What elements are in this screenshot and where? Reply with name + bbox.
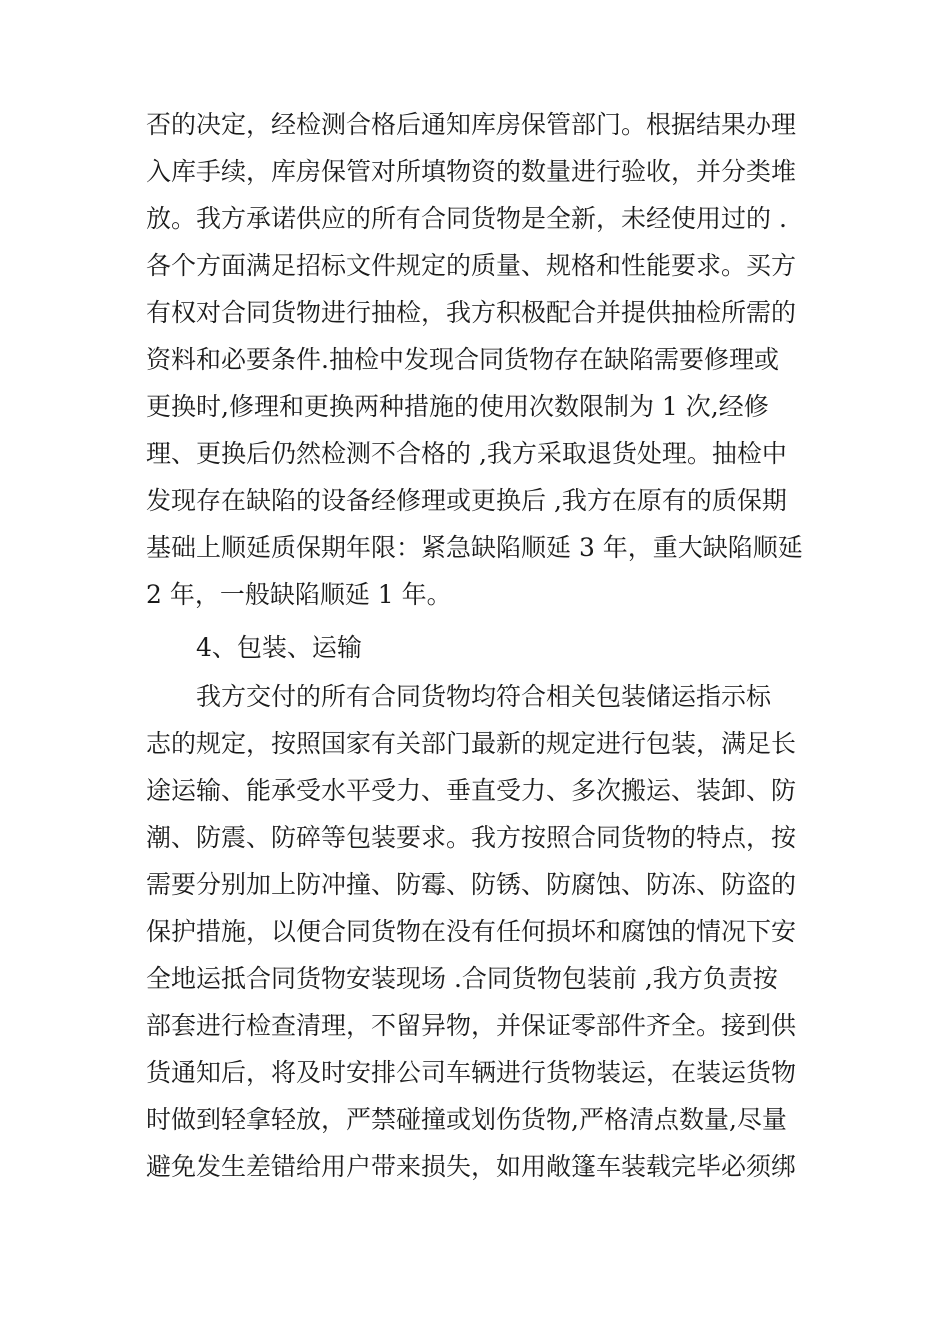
text-line: 资料和必要条件.抽检中发现合同货物存在缺陷需要修理或 <box>146 345 779 374</box>
text-line: 需要分别加上防冲撞、防霉、防锈、防腐蚀、防冻、防盗的 <box>146 870 797 899</box>
text-line: 货通知后，将及时安排公司车辆进行货物装运，在装运货物 <box>146 1058 797 1087</box>
text-line: 保护措施，以便合同货物在没有任何损坏和腐蚀的情况下安 <box>146 917 797 946</box>
text-line: 避免发生差错给用户带来损失，如用敞篷车装载完毕必须绑 <box>146 1152 797 1181</box>
paragraph-first-line: 我方交付的所有合同货物均符合相关包装储运指示标 <box>196 682 772 711</box>
text-line: 全地运抵合同货物安装现场 .合同货物包装前 ,我方负责按 <box>146 964 778 993</box>
text-line: 理、更换后仍然检测不合格的 ,我方采取退货处理。抽检中 <box>146 439 787 468</box>
text-line: 更换时,修理和更换两种措施的使用次数限制为 1 次,经修 <box>146 392 769 421</box>
text-line: 志的规定，按照国家有关部门最新的规定进行包装，满足长 <box>146 729 797 758</box>
text-line: 有权对合同货物进行抽检，我方积极配合并提供抽检所需的 <box>146 298 797 327</box>
text-line: 各个方面满足招标文件规定的质量、规格和性能要求。买方 <box>146 251 797 280</box>
text-line: 放。我方承诺供应的所有合同货物是全新，未经使用过的 . <box>146 204 787 233</box>
text-line: 潮、防震、防碎等包装要求。我方按照合同货物的特点，按 <box>146 823 797 852</box>
text-line: 途运输、能承受水平受力、垂直受力、多次搬运、装卸、防 <box>146 776 797 805</box>
section-heading: 4、包装、运输 <box>196 633 362 662</box>
text-line: 发现存在缺陷的设备经修理或更换后 ,我方在原有的质保期 <box>146 486 787 515</box>
text-line: 入库手续，库房保管对所填物资的数量进行验收，并分类堆 <box>146 157 797 186</box>
text-line: 时做到轻拿轻放，严禁碰撞或划伤货物,严格清点数量,尽量 <box>146 1105 787 1134</box>
text-line: 否的决定，经检测合格后通知库房保管部门。根据结果办理 <box>146 110 797 139</box>
text-line: 基础上顺延质保期年限：紧急缺陷顺延 3 年，重大缺陷顺延 <box>146 533 803 562</box>
text-line: 部套进行检查清理，不留异物，并保证零部件齐全。接到供 <box>146 1011 797 1040</box>
text-line: 2 年，一般缺陷顺延 1 年。 <box>146 580 452 609</box>
